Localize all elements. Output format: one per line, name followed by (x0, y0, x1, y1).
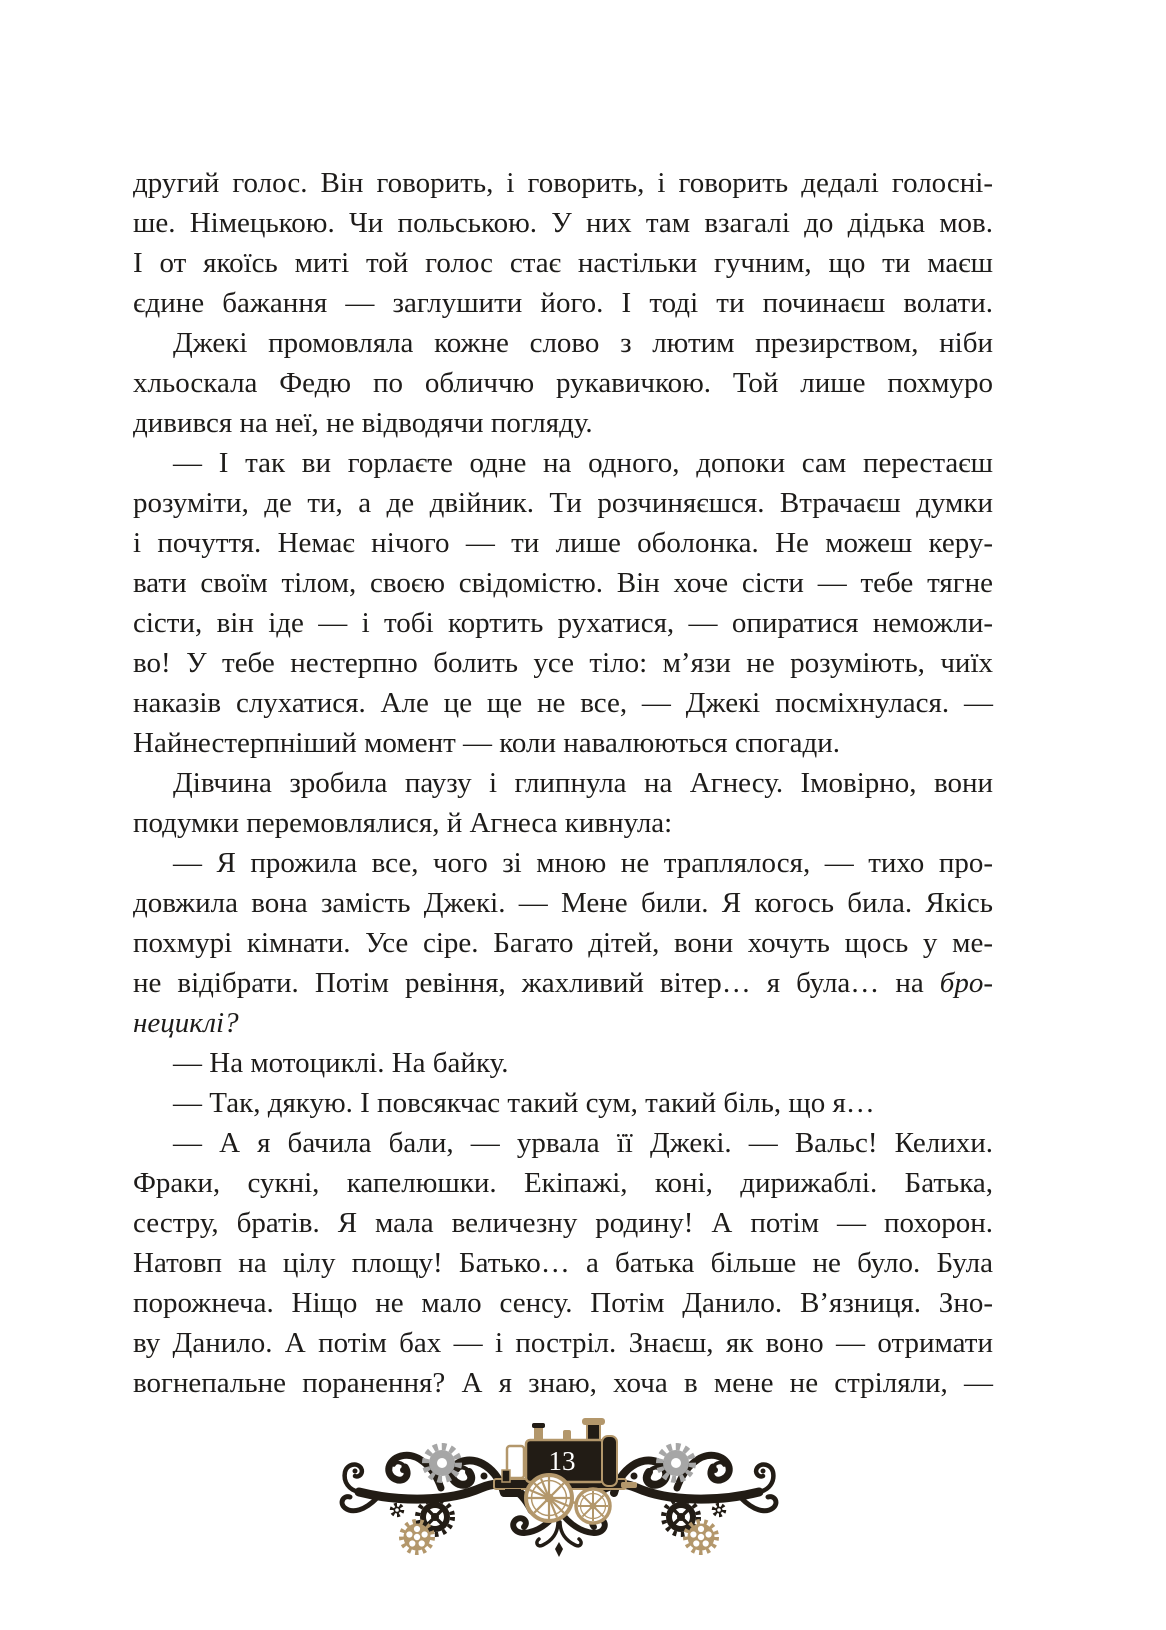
page-number: 13 (548, 1446, 576, 1476)
text-line (133, 963, 993, 1003)
text-line (133, 1323, 993, 1363)
text-block (133, 163, 993, 1403)
text-segment: І от якоїсь миті той голос стає настільки гучним, що ти маєш (133, 247, 993, 279)
gear-tan-left-icon (402, 1522, 433, 1553)
gear-gray-right-icon (660, 1447, 693, 1480)
text-line (133, 923, 993, 963)
text-line (133, 1163, 993, 1203)
text-segment: Фраки, сукні, капелюшки. Екіпажі, коні, дирижаблі. Батька, (133, 1167, 993, 1199)
text-line (133, 163, 993, 203)
text-line (133, 643, 993, 683)
text-segment: подумки перемовлялися, й Агнеса кивнула: (133, 807, 673, 839)
text-segment: ше. Німецькою. Чи польською. У них там взагалі до дідька мов. (133, 207, 993, 239)
text-segment: порожнеча. Ніщо не мало сенсу. Потім Данило. В’язниця. Зно- (133, 1287, 993, 1319)
text-line (133, 523, 993, 563)
text-segment: не відібрати. Потім ревіння, жахливий вітер… я була… на (133, 967, 940, 999)
text-segment: — Я прожила все, чого зі мною не траплялося, — тихо про- (173, 847, 993, 879)
text-segment: хльоскала Федю по обличчю рукавичкою. Той лише похмуро (133, 367, 993, 399)
text-segment: — Так, дякую. І повсякчас такий сум, такий біль, що я… (173, 1087, 875, 1119)
text-line (133, 203, 993, 243)
text-line (133, 363, 993, 403)
text-line (133, 1203, 993, 1243)
text-segment: сестру, братів. Я мала величезну родину! А потім — похорон. (133, 1207, 993, 1239)
footer-ornament (329, 1418, 789, 1558)
text-segment: і почуття. Немає нічого — ти лише оболонка. Не можеш керу- (133, 527, 993, 559)
text-segment: — На мотоциклі. На байку. (173, 1047, 509, 1079)
text-line (133, 683, 993, 723)
star-right-icon (714, 1505, 724, 1515)
text-line (133, 483, 993, 523)
text-line (133, 283, 993, 323)
text-segment: — А я бачила бали, — урвала її Джекі. — Вальс! Келихи. (173, 1127, 993, 1159)
text-line (133, 1123, 993, 1163)
text-segment: Джекі промовляла кожне слово з лютим презирством, ніби (173, 327, 993, 359)
text-segment: — І так ви горлаєте одне на одного, допоки сам перестаєш (173, 447, 993, 479)
text-segment: Натовп на цілу площу! Батько… а батька більше не було. Була (133, 1247, 993, 1279)
text-line (133, 563, 993, 603)
locomotive-icon (494, 1418, 637, 1523)
text-line (133, 603, 993, 643)
text-segment: єдине бажання — заглушити його. І тоді ти починаєш волати. (133, 287, 993, 319)
text-segment: вогнепальне поранення? А я знаю, хоча в мене не стріляли, — (133, 1367, 993, 1399)
text-segment: нециклі? (133, 1007, 239, 1039)
text-line (133, 403, 993, 443)
text-line (133, 763, 993, 803)
text-line (133, 1283, 993, 1323)
text-line (133, 723, 993, 763)
text-line (133, 843, 993, 883)
text-line (133, 243, 993, 283)
text-segment: дивився на неї, не відводячи погляду. (133, 407, 593, 439)
text-line (133, 1043, 993, 1083)
text-segment: другий голос. Він говорить, і говорить, і говорить дедалі голосні- (133, 167, 993, 199)
text-line (133, 323, 993, 363)
text-segment: Дівчина зробила паузу і глипнула на Агнесу. Імовірно, вони (173, 767, 993, 799)
text-segment: во! У тебе нестерпно болить усе тіло: м’язи не розуміють, чиїх (133, 647, 993, 679)
text-line (133, 1003, 993, 1043)
gear-gray-left-icon (426, 1447, 459, 1480)
text-line (133, 1243, 993, 1283)
text-line (133, 1363, 993, 1403)
text-line (133, 1083, 993, 1123)
text-segment: довжила вона замість Джекі. — Мене били. Я когось била. Якісь (133, 887, 993, 919)
text-segment: розуміти, де ти, а де двійник. Ти розчиняєшся. Втрачаєш думки (133, 487, 993, 519)
text-line (133, 883, 993, 923)
text-segment: ву Данило. А потім бах — і постріл. Знаєш, як воно — отримати (133, 1327, 993, 1359)
text-segment: Найнестерпніший момент — коли навалюються спогади. (133, 727, 841, 759)
text-segment: вати своїм тілом, своєю свідомістю. Він хоче сісти — тебе тягне (133, 567, 993, 599)
text-line (133, 443, 993, 483)
text-segment: бро- (939, 967, 993, 999)
text-segment: сісти, він іде — і тобі кортить рухатися, — опиратися неможли- (133, 607, 993, 639)
star-left-icon (392, 1505, 402, 1515)
text-segment: наказів слухатися. Але це ще не все, — Джекі посміхнулася. — (133, 687, 993, 719)
text-segment: похмурі кімнати. Усе сіре. Багато дітей, вони хочуть щось у ме- (133, 927, 993, 959)
text-line (133, 803, 993, 843)
ornament-svg (329, 1418, 789, 1558)
